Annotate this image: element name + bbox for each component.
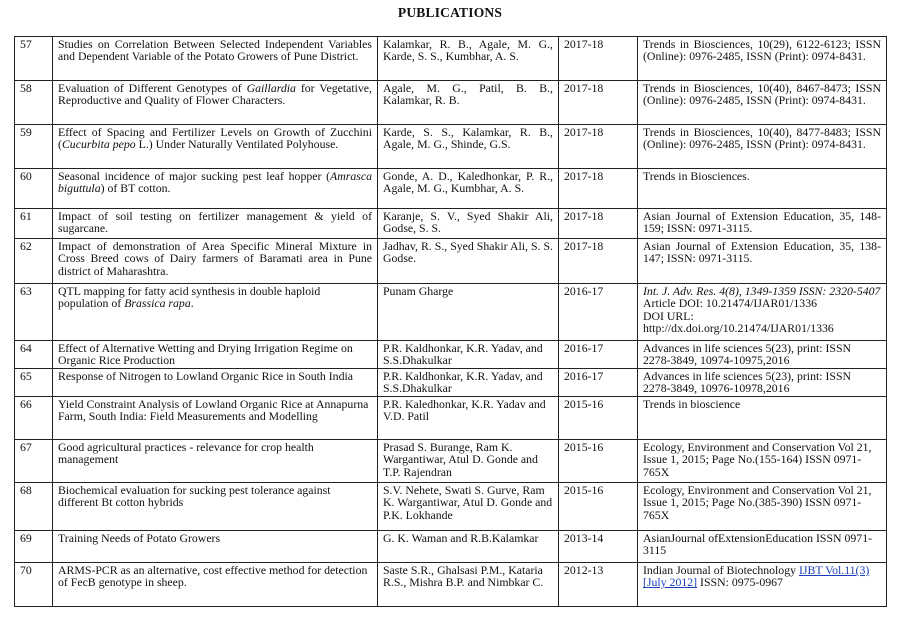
publication-year: 2017-18 — [559, 37, 638, 81]
publication-title: Yield Constraint Analysis of Lowland Organic Rice at Annapurna Farm, South India: Field Measurements and Modelling — [53, 397, 378, 440]
publication-title — [53, 284, 378, 341]
row-number: 62 — [15, 239, 53, 284]
publication-authors: Karanje, S. V., Syed Shakir Ali, Godse, S. S. — [378, 209, 559, 239]
table-row — [15, 37, 887, 81]
title-species: Cucurbita pepo — [61, 137, 136, 152]
title-species: Brassica rapa — [124, 296, 191, 311]
publication-journal: Trends in Biosciences, 10(40), 8477-8483; ISSN (Online): 0976-2485, ISSN (Print): 0974-8431. — [638, 125, 887, 169]
publication-title: Studies on Correlation Between Selected Independent Variables and Dependent Variable of the Potato Growers of Pune District. — [53, 37, 378, 81]
title-text: . — [190, 296, 194, 311]
publication-year: 2015-16 — [559, 397, 638, 440]
row-number: 66 — [15, 397, 53, 440]
row-number: 69 — [15, 531, 53, 563]
publication-year: 2017-18 — [559, 81, 638, 125]
row-number: 60 — [15, 169, 53, 209]
publication-authors: P.R. Kaldhonkar, K.R. Yadav, and S.S.Dhakulkar — [378, 369, 559, 397]
publication-authors: Agale, M. G., Patil, B. B., Kalamkar, R. B. — [378, 81, 559, 125]
publication-title: ARMS-PCR as an alternative, cost effective method for detection of FecB genotype in sheep. — [53, 563, 378, 607]
publication-year: 2017-18 — [559, 239, 638, 284]
journal-issue-link[interactable]: IJBT Vol.11(3) [July 2012] — [643, 563, 870, 590]
table-row — [15, 397, 887, 440]
table-row — [15, 169, 887, 209]
publication-title: Biochemical evaluation for sucking pest tolerance against different Bt cotton hybrids — [53, 483, 378, 531]
journal-doi: Article DOI: 10.21474/IJAR01/1336 — [643, 296, 817, 311]
table-row — [15, 563, 887, 607]
publication-year: 2016-17 — [559, 341, 638, 369]
publication-title: Impact of demonstration of Area Specific Mineral Mixture in Cross Breed cows of Dairy farmers of Baramati area in Pune district of Maharashtra. — [53, 239, 378, 284]
publication-title — [53, 125, 378, 169]
publication-authors: S.V. Nehete, Swati S. Gurve, Ram K. Wargantiwar, Atul D. Gonde and P.K. Lokhande — [378, 483, 559, 531]
publication-authors: G. K. Waman and R.B.Kalamkar — [378, 531, 559, 563]
publication-authors: P.R. Kaldhonkar, K.R. Yadav, and S.S.Dhakulkar — [378, 341, 559, 369]
publication-year: 2016-17 — [559, 369, 638, 397]
publication-journal: Asian Journal of Extension Education, 35, 148-159; ISSN: 0971-3115. — [638, 209, 887, 239]
title-text: for Vegetative, Reproductive and Quality of Flower Characters. — [58, 81, 372, 108]
title-text: L.) Under Naturally Ventilated Polyhouse. — [135, 137, 339, 152]
row-number: 67 — [15, 440, 53, 483]
title-text: Seasonal incidence of major sucking pest leaf hopper ( — [58, 169, 331, 183]
page-title: PUBLICATIONS — [397, 5, 503, 20]
publication-journal — [638, 284, 887, 341]
table-row — [15, 369, 887, 397]
publication-title: Good agricultural practices - relevance for crop health management — [53, 440, 378, 483]
publication-title — [53, 81, 378, 125]
journal-doi-url[interactable]: http://dx.doi.org/10.21474/IJAR01/1336 — [643, 320, 834, 335]
publication-year: 2013-14 — [559, 531, 638, 563]
title-species: Amrasca biguttula — [58, 169, 372, 196]
publication-journal: Trends in Biosciences. — [638, 169, 887, 209]
publication-journal: AsianJournal ofExtensionEducation ISSN 0971-3115 — [638, 531, 887, 563]
publication-title: Impact of soil testing on fertilizer management & yield of sugarcane. — [53, 209, 378, 239]
row-number: 64 — [15, 341, 53, 369]
table-row — [15, 440, 887, 483]
publication-authors: Saste S.R., Ghalsasi P.M., Kataria R.S., Mishra B.P. and Nimbkar C. — [378, 563, 559, 607]
table-row — [15, 483, 887, 531]
row-number: 70 — [15, 563, 53, 607]
row-number: 65 — [15, 369, 53, 397]
journal-doi-url-label: DOI URL: — [643, 308, 694, 323]
publication-authors: Prasad S. Burange, Ram K. Wargantiwar, Atul D. Gonde and T.P. Rajendran — [378, 440, 559, 483]
publication-year: 2017-18 — [559, 209, 638, 239]
table-row — [15, 209, 887, 239]
publication-authors: Jadhav, R. S., Syed Shakir Ali, S. S. Godse. — [378, 239, 559, 284]
publication-title: Response of Nitrogen to Lowland Organic Rice in South India — [53, 369, 378, 397]
journal-citation: Int. J. Adv. Res. 4(8), 1349-1359 ISSN: 2320-5407 — [643, 284, 881, 298]
publication-journal: Trends in Biosciences, 10(40), 8467-8473; ISSN (Online): 0976-2485, ISSN (Print): 0974-8431. — [638, 81, 887, 125]
table-row — [15, 239, 887, 284]
publication-year: 2017-18 — [559, 169, 638, 209]
table-row — [15, 125, 887, 169]
publication-title — [53, 169, 378, 209]
publication-journal: Trends in bioscience — [638, 397, 887, 440]
publications-table — [14, 36, 887, 607]
title-text: ) of BT cotton. — [100, 181, 171, 196]
journal-issn: ISSN: 0975-0967 — [697, 575, 783, 590]
publication-authors: Karde, S. S., Kalamkar, R. B., Agale, M. G., Shinde, G.S. — [378, 125, 559, 169]
table-row — [15, 531, 887, 563]
row-number: 68 — [15, 483, 53, 531]
publication-year: 2012-13 — [559, 563, 638, 607]
table-row — [15, 284, 887, 341]
table-row — [15, 81, 887, 125]
row-number: 57 — [15, 37, 53, 81]
publication-journal: Asian Journal of Extension Education, 35, 138-147; ISSN: 0971-3115. — [638, 239, 887, 284]
publication-title: Training Needs of Potato Growers — [53, 531, 378, 563]
publication-year: 2015-16 — [559, 440, 638, 483]
publication-journal: Trends in Biosciences, 10(29), 6122-6123; ISSN (Online): 0976-2485, ISSN (Print): 0974-8431. — [638, 37, 887, 81]
title-species: Gaillardia — [246, 81, 296, 95]
publication-authors: Punam Gharge — [378, 284, 559, 341]
table-row — [15, 341, 887, 369]
title-text: Evaluation of Different Genotypes of — [58, 81, 247, 95]
publication-title: Effect of Alternative Wetting and Drying Irrigation Regime on Organic Rice Production — [53, 341, 378, 369]
publication-journal: Advances in life sciences 5(23), print: ISSN 2278-3849, 10976-10978,2016 — [638, 369, 887, 397]
row-number: 58 — [15, 81, 53, 125]
publication-authors: Gonde, A. D., Kaledhonkar, P. R., Agale, M. G., Kumbhar, A. S. — [378, 169, 559, 209]
publication-year: 2016-17 — [559, 284, 638, 341]
row-number: 63 — [15, 284, 53, 341]
publication-journal: Ecology, Environment and Conservation Vol 21, Issue 1, 2015; Page No.(385-390) ISSN 0971-765X — [638, 483, 887, 531]
publication-year: 2017-18 — [559, 125, 638, 169]
journal-name: Indian Journal of Biotechnology — [643, 563, 799, 577]
title-text: Effect of Spacing and Fertilizer Levels on Growth of Zucchini ( — [58, 125, 372, 152]
publication-journal: Ecology, Environment and Conservation Vol 21, Issue 1, 2015; Page No.(155-164) ISSN 0971-765X — [638, 440, 887, 483]
publication-year: 2015-16 — [559, 483, 638, 531]
publication-authors: P.R. Kaledhonkar, K.R. Yadav and V.D. Patil — [378, 397, 559, 440]
publication-journal: Advances in life sciences 5(23), print: ISSN 2278-3849, 10974-10975,2016 — [638, 341, 887, 369]
publication-authors: Kalamkar, R. B., Agale, M. G., Karde, S. S., Kumbhar, A. S. — [378, 37, 559, 81]
row-number: 61 — [15, 209, 53, 239]
title-text: QTL mapping for fatty acid synthesis in double haploid population of — [58, 284, 321, 311]
publication-journal — [638, 563, 887, 607]
row-number: 59 — [15, 125, 53, 169]
